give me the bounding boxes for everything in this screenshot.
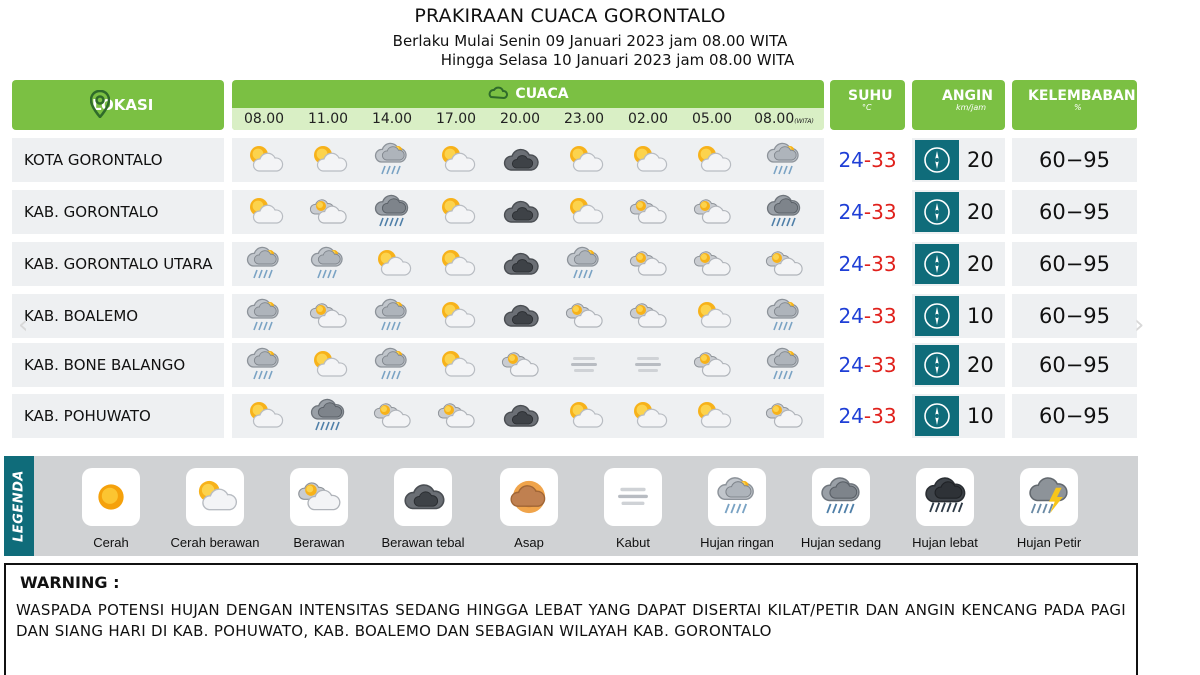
kabut-icon — [564, 345, 604, 385]
weather-cell — [424, 394, 488, 438]
berawan-icon — [436, 396, 476, 436]
weather-strip — [232, 190, 824, 234]
weather-cell — [552, 343, 616, 387]
weather-cell — [296, 343, 360, 387]
temp-sep: - — [863, 404, 872, 428]
hujan-ringan-icon — [244, 345, 284, 385]
legend-label: Berawan tebal — [381, 535, 465, 550]
compass-icon — [922, 350, 952, 380]
header-kelembaban — [1012, 80, 1137, 130]
weather-strip — [232, 294, 824, 338]
hujan-ringan-icon — [372, 140, 412, 180]
cerah-berawan-icon — [436, 192, 476, 232]
compass-icon — [922, 301, 952, 331]
weather-cell — [360, 294, 424, 338]
header-lokasi — [12, 80, 224, 130]
weather-cell — [360, 242, 424, 286]
hujan-ringan-icon — [764, 296, 804, 336]
kabut-icon — [610, 474, 656, 520]
legend-icon-box — [394, 468, 452, 526]
weather-cell — [616, 138, 680, 182]
location-name: KAB. POHUWATO — [12, 394, 224, 438]
berawan-icon — [764, 396, 804, 436]
hujan-ringan-icon — [714, 474, 760, 520]
legend-item — [578, 468, 688, 550]
legend-item — [994, 468, 1104, 550]
title-block — [0, 0, 1140, 69]
berawan-icon — [500, 345, 540, 385]
legend-item — [474, 468, 584, 550]
berawan-tebal-icon — [500, 396, 540, 436]
legend-item — [890, 468, 1000, 550]
legend-label: Hujan ringan — [700, 535, 774, 550]
berawan-icon — [628, 296, 668, 336]
temp-min: 24 — [838, 304, 864, 328]
berawan-icon — [628, 244, 668, 284]
weather-cell — [680, 242, 744, 286]
weather-strip — [232, 242, 824, 286]
header-angin-label: ANGIN — [942, 88, 993, 104]
table-row — [0, 343, 1140, 387]
cerah-berawan-icon — [308, 140, 348, 180]
legend-icon-box — [812, 468, 870, 526]
legend-item — [160, 468, 270, 550]
berawan-icon — [764, 244, 804, 284]
cerah-berawan-icon — [692, 296, 732, 336]
weather-cell — [424, 343, 488, 387]
temp-sep: - — [863, 148, 872, 172]
wind — [912, 190, 1005, 234]
wind-direction — [915, 140, 959, 180]
time-label: 14.00 — [371, 111, 413, 127]
legend-label: Hujan Petir — [1016, 535, 1082, 550]
cerah-berawan-icon — [692, 396, 732, 436]
berawan-icon — [372, 396, 412, 436]
hujan-sedang-icon — [372, 192, 412, 232]
wind-speed: 10 — [967, 404, 994, 428]
compass-icon — [922, 145, 952, 175]
legend-icon-box — [500, 468, 558, 526]
cerah-berawan-icon — [436, 345, 476, 385]
cerah-berawan-icon — [564, 140, 604, 180]
weather-cell — [296, 294, 360, 338]
wind-direction — [915, 296, 959, 336]
wind — [912, 394, 1005, 438]
kabut-icon — [628, 345, 668, 385]
time-label: 05.00 — [691, 111, 733, 127]
temp-min: 24 — [838, 148, 864, 172]
temperature — [830, 242, 905, 286]
cerah-berawan-icon — [564, 396, 604, 436]
hujan-petir-icon — [1026, 474, 1072, 520]
compass-icon — [922, 249, 952, 279]
temperature — [830, 294, 905, 338]
humidity: 60−95 — [1012, 343, 1137, 387]
time-zone-suffix: (WITA) — [794, 118, 814, 125]
weather-cell — [744, 294, 824, 338]
weather-cell — [424, 190, 488, 234]
humidity: 60−95 — [1012, 138, 1137, 182]
cerah-berawan-icon — [628, 140, 668, 180]
weather-cell — [552, 394, 616, 438]
header-kelembaban-label: KELEMBABAN — [1028, 88, 1136, 104]
valid-from: Berlaku Mulai Senin 09 Januari 2023 jam 08.00 WITA — [392, 32, 788, 50]
legend-label: Hujan sedang — [800, 535, 882, 550]
legend-label: Cerah berawan — [170, 535, 260, 550]
legend-label: Hujan lebat — [912, 535, 978, 550]
hujan-sedang-icon — [764, 192, 804, 232]
weather-cell — [232, 190, 296, 234]
time-label: 08.00 — [243, 111, 285, 127]
wind — [912, 294, 1005, 338]
temperature — [830, 138, 905, 182]
weather-cell — [616, 394, 680, 438]
wind-direction — [915, 244, 959, 284]
legend-icon-box — [290, 468, 348, 526]
hujan-ringan-icon — [564, 244, 604, 284]
header-suhu — [830, 80, 905, 130]
humidity: 60−95 — [1012, 190, 1137, 234]
weather-cell — [616, 190, 680, 234]
header-suhu-label: SUHU — [848, 88, 893, 104]
berawan-icon — [692, 192, 732, 232]
time-header-row — [232, 108, 824, 130]
legend-icon-box — [1020, 468, 1078, 526]
cerah-berawan-icon — [244, 140, 284, 180]
humidity: 60−95 — [1012, 294, 1137, 338]
weather-cell — [424, 294, 488, 338]
temp-max: 33 — [871, 148, 897, 172]
cerah-berawan-icon — [436, 140, 476, 180]
weather-cell — [680, 343, 744, 387]
berawan-tebal-icon — [400, 474, 446, 520]
legend-item — [264, 468, 374, 550]
weather-cell — [744, 190, 824, 234]
weather-cell — [744, 343, 824, 387]
hujan-ringan-icon — [764, 140, 804, 180]
header-cuaca-label: CUACA — [515, 86, 569, 102]
time-label: 02.00 — [627, 111, 669, 127]
legend-label: Asap — [514, 535, 544, 550]
warning-text: WASPADA POTENSI HUJAN DENGAN INTENSITAS SEDANG HINGGA LEBAT YANG DAPAT DISERTAI KILAT/PETIR DAN ANGIN KENCANG PADA PAGI DAN SIANG HARI DI KAB. POHUWATO, KAB. BOALEMO DAN SEBAGIAN WILAYAH KAB. GORONTALO — [16, 601, 1126, 640]
cloud-wind-icon — [487, 85, 509, 103]
hujan-ringan-icon — [244, 296, 284, 336]
weather-strip — [232, 394, 824, 438]
wind — [912, 343, 1005, 387]
weather-cell — [616, 343, 680, 387]
weather-cell — [744, 394, 824, 438]
weather-cell — [488, 343, 552, 387]
weather-cell — [232, 242, 296, 286]
compass-icon — [922, 401, 952, 431]
weather-cell — [552, 190, 616, 234]
location-name: KOTA GORONTALO — [12, 138, 224, 182]
weather-cell — [360, 190, 424, 234]
legend-label: Kabut — [616, 535, 650, 550]
wind-direction — [915, 396, 959, 436]
hujan-ringan-icon — [244, 244, 284, 284]
berawan-tebal-icon — [500, 140, 540, 180]
weather-cell — [616, 242, 680, 286]
berawan-icon — [308, 192, 348, 232]
weather-cell — [232, 294, 296, 338]
berawan-tebal-icon — [500, 244, 540, 284]
berawan-icon — [692, 345, 732, 385]
next-arrow-icon[interactable]: › — [1134, 310, 1145, 340]
weather-cell — [488, 242, 552, 286]
weather-cell — [680, 190, 744, 234]
cerah-berawan-icon — [244, 396, 284, 436]
warning-title: WARNING : — [20, 573, 120, 592]
weather-strip — [232, 138, 824, 182]
temp-max: 33 — [871, 404, 897, 428]
hujan-ringan-icon — [764, 345, 804, 385]
table-row — [0, 242, 1140, 286]
humidity: 60−95 — [1012, 242, 1137, 286]
weather-cell — [296, 190, 360, 234]
cerah-icon — [88, 474, 134, 520]
cerah-berawan-icon — [372, 244, 412, 284]
temp-sep: - — [863, 252, 872, 276]
hujan-ringan-icon — [308, 244, 348, 284]
legend-label: Berawan — [293, 535, 345, 550]
weather-cell — [360, 394, 424, 438]
temp-sep: - — [863, 304, 872, 328]
weather-cell — [232, 138, 296, 182]
weather-cell — [360, 138, 424, 182]
berawan-tebal-icon — [500, 296, 540, 336]
cerah-berawan-icon — [692, 140, 732, 180]
weather-cell — [552, 294, 616, 338]
wind-direction — [915, 345, 959, 385]
temperature — [830, 394, 905, 438]
wind-direction — [915, 192, 959, 232]
weather-cell — [296, 242, 360, 286]
cerah-berawan-icon — [564, 192, 604, 232]
legend-icon-box — [186, 468, 244, 526]
weather-cell — [680, 294, 744, 338]
weather-cell — [488, 394, 552, 438]
location-pin-icon — [90, 90, 110, 118]
prev-arrow-icon[interactable]: ‹ — [18, 310, 29, 340]
temp-max: 33 — [871, 200, 897, 224]
page-title: PRAKIRAAN CUACA GORONTALO — [414, 5, 726, 27]
legend-item — [368, 468, 478, 550]
location-name: KAB. GORONTALO — [12, 190, 224, 234]
table-row — [0, 138, 1140, 182]
hujan-ringan-icon — [372, 296, 412, 336]
table-row — [0, 294, 1140, 338]
temp-max: 33 — [871, 304, 897, 328]
header-angin-unit: km/jam — [956, 103, 987, 112]
hujan-sedang-icon — [308, 396, 348, 436]
location-name: KAB. GORONTALO UTARA — [12, 242, 224, 286]
temp-min: 24 — [838, 252, 864, 276]
header-lokasi-label: LOKASI — [92, 96, 154, 114]
time-label: 20.00 — [499, 111, 541, 127]
cerah-berawan-icon — [308, 345, 348, 385]
weather-cell — [744, 138, 824, 182]
wind-speed: 20 — [967, 252, 994, 276]
cerah-berawan-icon — [436, 296, 476, 336]
header-angin — [912, 80, 1005, 130]
weather-cell — [680, 138, 744, 182]
temperature — [830, 343, 905, 387]
weather-cell — [552, 242, 616, 286]
temp-min: 24 — [838, 353, 864, 377]
wind-speed: 20 — [967, 148, 994, 172]
berawan-icon — [628, 192, 668, 232]
wind-speed: 20 — [967, 353, 994, 377]
legend-label: Cerah — [93, 535, 129, 550]
legend-tab — [4, 456, 34, 556]
valid-to: Hingga Selasa 10 Januari 2023 jam 08.00 WITA — [440, 51, 795, 69]
temp-sep: - — [863, 200, 872, 224]
weather-strip — [232, 343, 824, 387]
temp-min: 24 — [838, 404, 864, 428]
header-kelembaban-unit: % — [1074, 103, 1082, 112]
legend-icon-box — [82, 468, 140, 526]
weather-cell — [488, 294, 552, 338]
weather-cell — [488, 190, 552, 234]
wind — [912, 138, 1005, 182]
berawan-icon — [564, 296, 604, 336]
table-row — [0, 394, 1140, 438]
weather-cell — [232, 343, 296, 387]
weather-cell — [488, 138, 552, 182]
cerah-berawan-icon — [192, 474, 238, 520]
humidity: 60−95 — [1012, 394, 1137, 438]
legend-title: LEGENDA — [11, 470, 27, 542]
legend-item — [682, 468, 792, 550]
legend-icon-box — [916, 468, 974, 526]
time-label: 23.00 — [563, 111, 605, 127]
weather-cell — [552, 138, 616, 182]
temp-min: 24 — [838, 200, 864, 224]
legend-icon-box — [604, 468, 662, 526]
cerah-berawan-icon — [628, 396, 668, 436]
header-cuaca — [232, 80, 824, 130]
location-name: KAB. BOALEMO — [12, 294, 224, 338]
legend-item — [786, 468, 896, 550]
cerah-berawan-icon — [244, 192, 284, 232]
weather-cell — [424, 242, 488, 286]
hujan-ringan-icon — [372, 345, 412, 385]
weather-cell — [360, 343, 424, 387]
header-suhu-unit: °C — [862, 103, 872, 112]
weather-cell — [296, 138, 360, 182]
wind — [912, 242, 1005, 286]
berawan-icon — [296, 474, 342, 520]
berawan-icon — [308, 296, 348, 336]
time-label-last — [744, 108, 824, 130]
cerah-berawan-icon — [436, 244, 476, 284]
temp-sep: - — [863, 353, 872, 377]
legend-item — [56, 468, 166, 550]
weather-cell — [296, 394, 360, 438]
asap-icon — [506, 474, 552, 520]
hujan-lebat-icon — [922, 474, 968, 520]
legend-icon-box — [708, 468, 766, 526]
location-name: KAB. BONE BALANGO — [12, 343, 224, 387]
weather-cell — [616, 294, 680, 338]
weather-cell — [744, 242, 824, 286]
berawan-tebal-icon — [500, 192, 540, 232]
time-label: 17.00 — [435, 111, 477, 127]
weather-cell — [232, 394, 296, 438]
compass-icon — [922, 197, 952, 227]
wind-speed: 20 — [967, 200, 994, 224]
weather-cell — [424, 138, 488, 182]
warning-box — [4, 563, 1138, 675]
hujan-sedang-icon — [818, 474, 864, 520]
table-row — [0, 190, 1140, 234]
time-label: 11.00 — [307, 111, 349, 127]
temperature — [830, 190, 905, 234]
temp-max: 33 — [871, 353, 897, 377]
weather-cell — [680, 394, 744, 438]
time-label: 08.00 — [754, 111, 795, 127]
legend — [4, 456, 1138, 556]
berawan-icon — [692, 244, 732, 284]
wind-speed: 10 — [967, 304, 994, 328]
temp-max: 33 — [871, 252, 897, 276]
